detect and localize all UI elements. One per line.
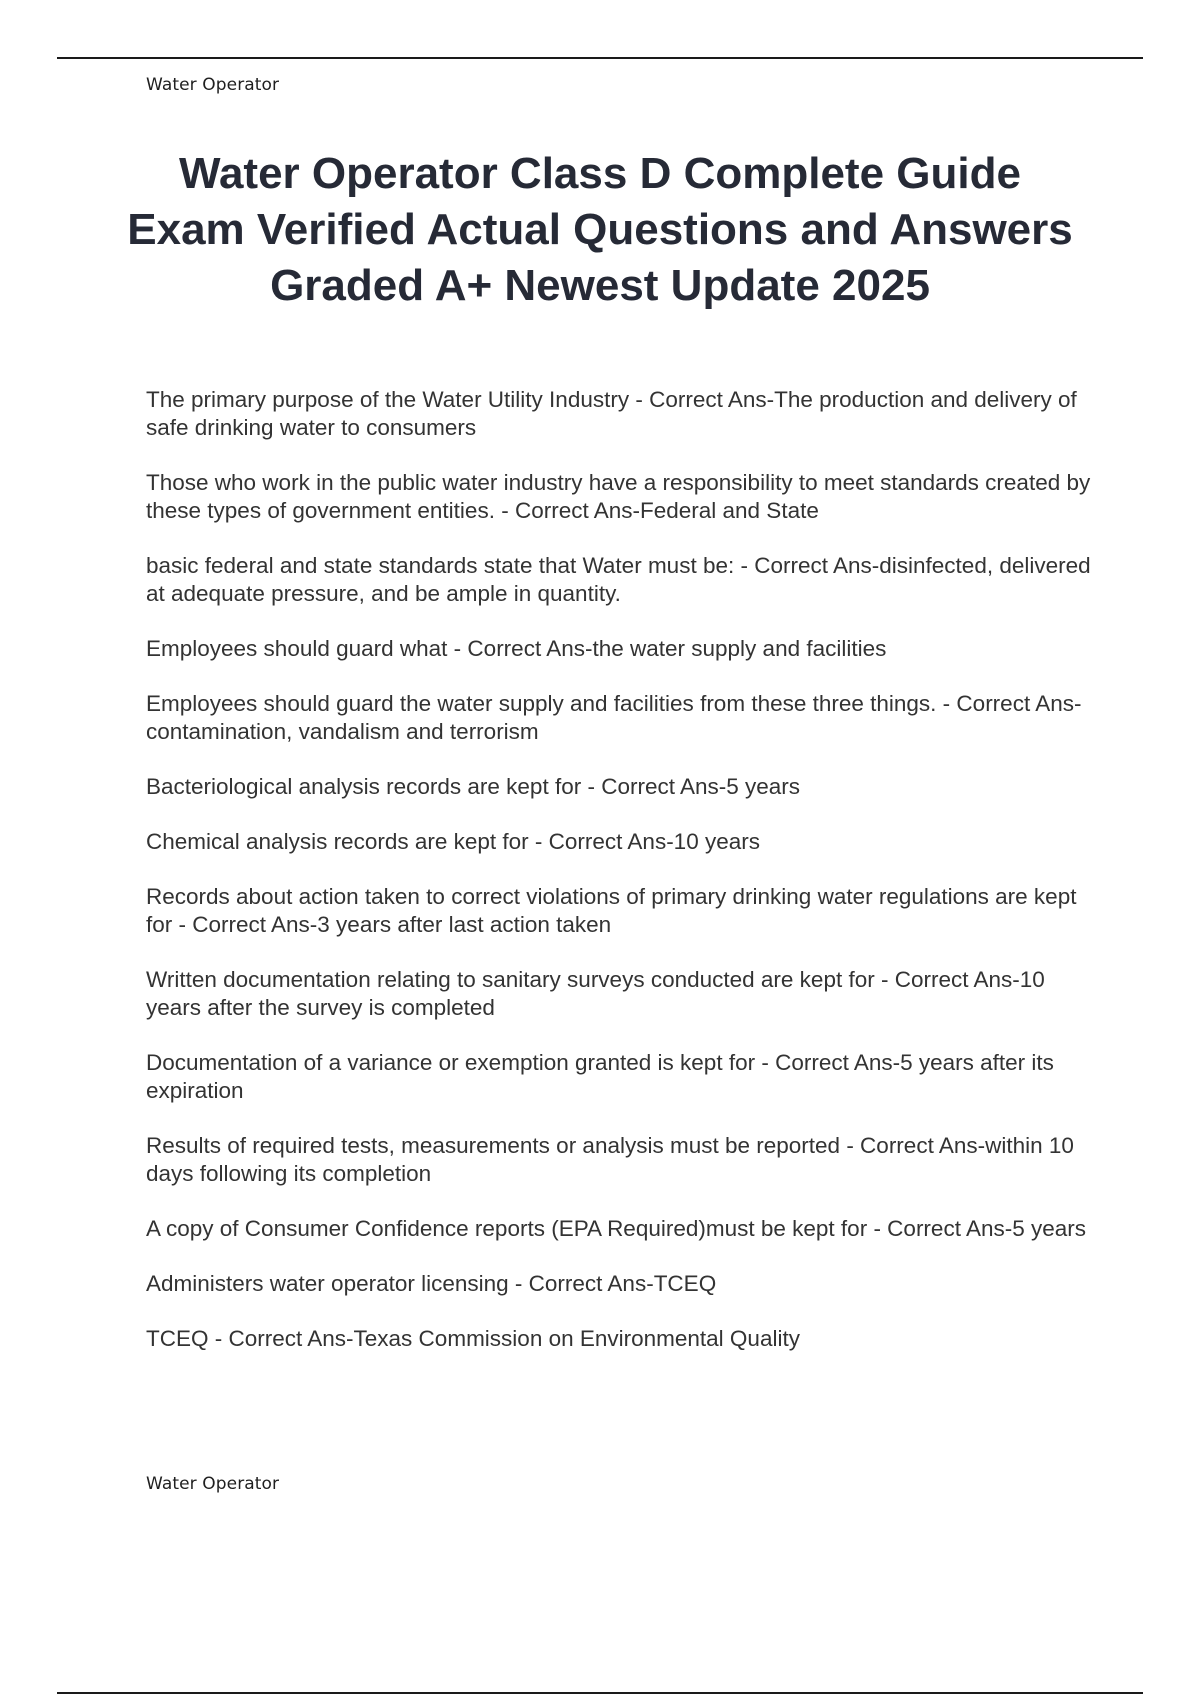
qa-item: Administers water operator licensing - Correct Ans-TCEQ [146, 1271, 717, 1296]
qa-item: TCEQ - Correct Ans-Texas Commission on Environmental Quality [146, 1326, 800, 1351]
footer-rule [57, 1692, 1143, 1694]
running-footer: Water Operator [146, 1474, 280, 1494]
document-title: Water Operator Class D Complete Guide Exam Verified Actual Questions and Answers Graded A+ Newest Update 2025 [127, 149, 1073, 310]
qa-item: Written documentation relating to sanitary surveys conducted are kept for - Correct Ans-10 years after the survey is completed [146, 967, 1045, 1020]
qa-item: Those who work in the public water industry have a responsibility to meet standards created by these types of government entities. - Correct Ans-Federal and State [146, 470, 1091, 523]
qa-item: basic federal and state standards state that Water must be: - Correct Ans-disinfected, delivered at adequate pressure, and be ample in quantity. [146, 553, 1091, 606]
qa-item: Records about action taken to correct violations of primary drinking water regulations are kept for - Correct Ans-3 years after last action taken [146, 884, 1077, 937]
qa-item: The primary purpose of the Water Utility Industry - Correct Ans-The production and delivery of safe drinking water to consumers [146, 387, 1077, 440]
qa-item: A copy of Consumer Confidence reports (EPA Required)must be kept for - Correct Ans-5 years [146, 1216, 1087, 1241]
qa-item: Chemical analysis records are kept for - Correct Ans-10 years [146, 829, 760, 854]
qa-item: Employees should guard what - Correct Ans-the water supply and facilities [146, 636, 887, 661]
qa-item: Documentation of a variance or exemption granted is kept for - Correct Ans-5 years after its expiration [146, 1050, 1054, 1103]
qa-item: Bacteriological analysis records are kept for - Correct Ans-5 years [146, 774, 801, 799]
qa-item: Employees should guard the water supply and facilities from these three things. - Correct Ans-contamination, vandalism and terrorism [146, 691, 1082, 744]
qa-item: Results of required tests, measurements or analysis must be reported - Correct Ans-within 10 days following its completion [146, 1133, 1074, 1186]
running-header: Water Operator [146, 75, 280, 95]
qa-list [146, 386, 1096, 1380]
header-rule [57, 57, 1143, 59]
